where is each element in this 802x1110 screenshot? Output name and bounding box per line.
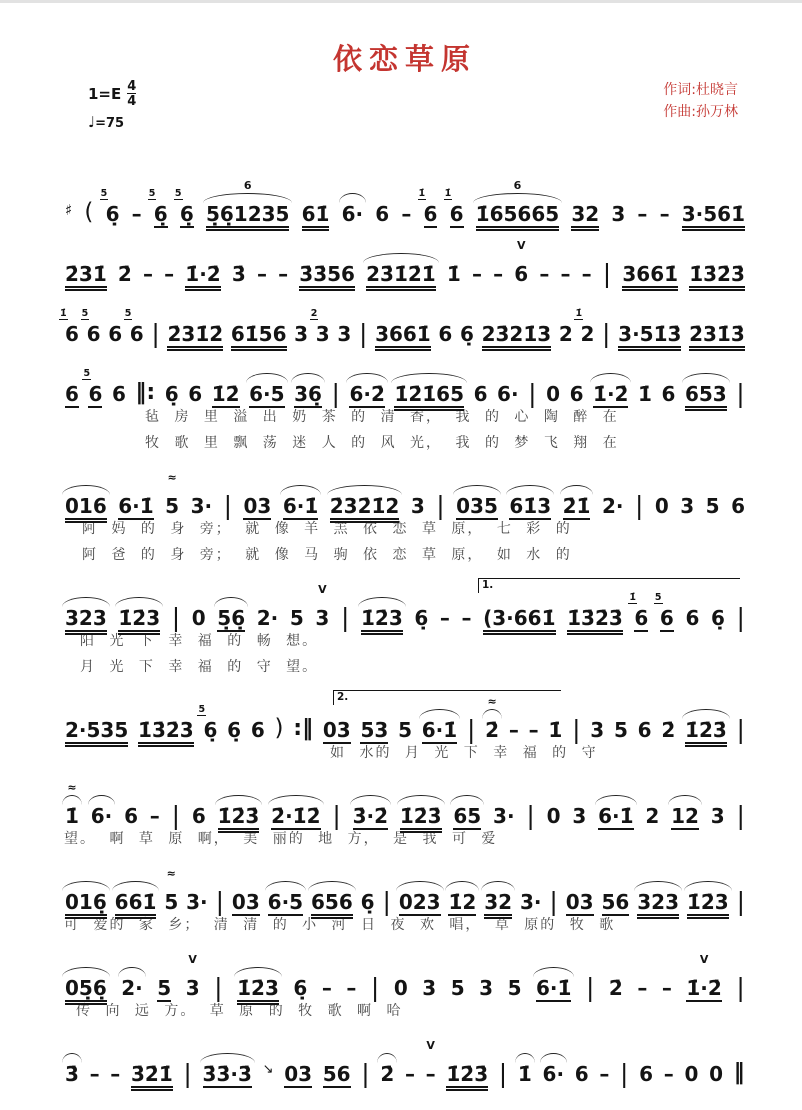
- note-cell: 6: [473, 382, 488, 406]
- note-cell: 6 V: [514, 239, 529, 286]
- note-cell: –: [164, 262, 175, 286]
- note-cell: 1̇2̇: [211, 382, 240, 406]
- note-cell: 3 V: [185, 953, 200, 1000]
- barline: |: [214, 973, 223, 1002]
- note-cell: 6 5: [83, 368, 103, 406]
- note-cell: 32: [484, 890, 513, 914]
- grace-note: 5: [654, 592, 662, 603]
- note-cell: 653: [684, 382, 727, 406]
- trill-mark: ≈: [67, 781, 77, 794]
- tempo-marking: ♩=75: [88, 113, 125, 131]
- note-cell: 6̣: [710, 606, 725, 630]
- note-cell: 3·: [519, 890, 542, 914]
- note-cell: 6: [108, 322, 123, 346]
- note-cell: 6̣ 5: [100, 188, 120, 226]
- lyricist-credit: 作词:杜晓言: [663, 82, 738, 98]
- note-cell: 0: [546, 382, 561, 406]
- lyric-line: 如 水的 月 光 下 幸 福 的 守: [330, 745, 598, 761]
- note-cell: 6·1̇: [118, 494, 154, 518]
- music-line: [64, 1038, 746, 1088]
- note-cell: 3·561̇: [681, 202, 745, 226]
- note-cell: –: [461, 606, 472, 630]
- quarter-note-icon: ♩: [88, 113, 96, 131]
- barline: |: [215, 887, 224, 916]
- note-cell: 6̣: [414, 606, 429, 630]
- note-cell: –: [110, 1062, 121, 1086]
- note-cell: 32: [571, 202, 600, 226]
- note-cell: 2̇: [117, 262, 132, 286]
- note-cell: ‖:: [135, 380, 156, 405]
- note-cell: –: [659, 202, 670, 226]
- page-title: 依恋草原: [332, 44, 477, 76]
- note-cell: –: [560, 262, 571, 286]
- volta-bracket: 2.: [333, 690, 561, 705]
- note-cell: 1̇3̇2̇3̇: [689, 262, 745, 286]
- note-cell: 3: [590, 718, 605, 742]
- note-cell: 3̇3̇56: [299, 262, 355, 286]
- note-cell: 03: [565, 890, 594, 914]
- note-cell: 3̇: [231, 262, 246, 286]
- barline: |: [526, 801, 535, 830]
- score: [60, 178, 746, 1088]
- note-cell: 6: [661, 382, 676, 406]
- note-cell: 2̇·1̇2̇: [271, 804, 321, 828]
- note-cell: 3̇3̇·3̇: [202, 1062, 252, 1086]
- note-cell: 6̣: [164, 382, 179, 406]
- barline: |: [572, 715, 581, 744]
- note-cell: 0: [393, 976, 408, 1000]
- note-cell: 3̇: [65, 1062, 79, 1086]
- note-cell: 016: [65, 494, 107, 518]
- barline: |: [736, 379, 745, 408]
- note-cell: 6: [111, 382, 126, 406]
- lyric-line: 月 光 下 幸 福 的 守 望。: [80, 659, 319, 675]
- note-cell: –: [661, 976, 672, 1000]
- note-cell: 6 1̇: [629, 592, 649, 630]
- note-cell: 6: [574, 1062, 589, 1086]
- note-cell: –: [439, 606, 450, 630]
- note-cell: 1̇2: [448, 890, 477, 914]
- note-cell: 1̇·2̇ V: [686, 953, 722, 1000]
- barline: |: [736, 801, 745, 830]
- note-cell: 1̇2̇3: [237, 976, 279, 1000]
- note-cell: 3·: [190, 494, 213, 518]
- note-cell: 1̇: [517, 1062, 532, 1086]
- lyric-line: 阿 妈 的 身 旁； 就 像 羊 羔 依 恋 草 原， 七 彩 的: [82, 521, 572, 537]
- music-line: [64, 952, 746, 1002]
- note-cell: 5: [705, 494, 720, 518]
- barline: |: [183, 1059, 192, 1088]
- note-cell: 6: [639, 1062, 654, 1086]
- note-cell: 3: [410, 494, 425, 518]
- score-header: [64, 80, 746, 164]
- note-cell: ♯: [65, 201, 73, 219]
- barline: |: [358, 319, 368, 348]
- note-cell: 6: [685, 606, 700, 630]
- note-cell: –: [142, 262, 153, 286]
- note-cell: 2̇31̇3̇: [689, 322, 745, 346]
- note-cell: 5̣6̣1235 6: [205, 179, 290, 226]
- note-cell: 661̇: [114, 890, 157, 914]
- barline: |: [585, 973, 595, 1002]
- note-cell: 23̇1̇2̇1̇: [366, 262, 436, 286]
- note-cell: 0: [546, 804, 561, 828]
- note-cell: 3 V: [315, 583, 330, 630]
- grace-note: 1̇: [444, 188, 452, 199]
- note-cell: 6 5: [81, 308, 101, 346]
- note-cell: 6·: [90, 804, 113, 828]
- music-line: [64, 780, 746, 830]
- note-cell: 1̇2̇3̇: [446, 1062, 489, 1086]
- note-cell: –: [599, 1062, 610, 1086]
- note-cell: 12: [671, 804, 699, 828]
- note-cell: –: [508, 718, 519, 742]
- note-cell: 6 5: [124, 308, 144, 346]
- barline: |: [382, 887, 391, 916]
- note-cell: 6: [188, 382, 203, 406]
- note-cell: 1̇·2̇: [185, 262, 221, 286]
- barline: |: [466, 715, 476, 744]
- note-cell: 5: [613, 718, 628, 742]
- barline: |: [331, 379, 340, 408]
- grace-note: 1̇: [60, 308, 67, 319]
- note-cell: 3̇·2̇: [352, 804, 389, 828]
- note-cell: 03: [322, 718, 351, 742]
- grace-note: 5: [174, 188, 182, 199]
- barline: |: [736, 887, 745, 916]
- tuplet-number: 6: [243, 179, 252, 192]
- note-cell: 2̇: [380, 1062, 395, 1086]
- note-cell: 2̇31̇2̇: [167, 322, 224, 346]
- lyric-line: 望。 啊 草 原 啊， 美 丽的 地 方， 是 我 可 爱: [64, 831, 498, 847]
- note-cell: 5 ≈: [165, 471, 180, 518]
- note-cell: 2·: [121, 976, 143, 1000]
- note-cell: –: [131, 202, 142, 226]
- note-cell: 3: [710, 804, 725, 828]
- barline: |: [736, 715, 745, 744]
- note-cell: 1̇65665 6: [475, 179, 560, 226]
- note-cell: 1̇2̇3: [360, 606, 403, 630]
- note-cell: 2̇: [608, 976, 623, 1000]
- note-cell: 1̇3̇2̇3̇: [567, 606, 623, 630]
- barline: |: [736, 973, 745, 1002]
- note-cell: 6̣ 5: [198, 704, 218, 742]
- note-cell: :‖: [293, 716, 314, 741]
- breath-mark: V: [426, 1039, 435, 1052]
- trill-mark: ≈: [167, 471, 177, 484]
- note-cell: 6̣: [293, 976, 308, 1000]
- note-cell: 323: [637, 890, 679, 914]
- note-cell: 1̇3̇2̇3: [138, 718, 194, 742]
- key-tempo-block: [64, 80, 136, 131]
- note-cell: 6: [731, 494, 745, 518]
- note-cell: 1̇: [548, 718, 563, 742]
- note-cell: 61̇3: [509, 494, 552, 518]
- grace-note: 5: [83, 368, 91, 379]
- note-cell: 0: [709, 1062, 723, 1086]
- note-cell: –: [663, 1062, 674, 1086]
- music-line: [64, 358, 746, 408]
- note-cell: 6·1̇: [421, 718, 458, 742]
- note-cell: 2̇31̇: [65, 262, 107, 286]
- note-cell: 3: [479, 976, 494, 1000]
- music-line: [60, 298, 746, 348]
- note-cell: 2̇ ≈: [485, 695, 500, 742]
- note-cell: 1̇2̇3: [686, 890, 729, 914]
- grace-note: 5: [124, 308, 132, 319]
- music-line: [64, 866, 746, 916]
- note-cell: –: [256, 262, 267, 286]
- barline: |: [361, 1059, 370, 1088]
- note-cell: 3·: [493, 804, 515, 828]
- note-cell: 2: [558, 322, 573, 346]
- note-cell: 2 1̇: [575, 308, 595, 346]
- note-cell: 6̣: [360, 890, 375, 914]
- note-cell: 3: [680, 494, 695, 518]
- note-cell: 6 5: [654, 592, 674, 630]
- note-cell: 5 ≈: [164, 867, 179, 914]
- music-line: [64, 178, 746, 224]
- barline: |: [223, 491, 232, 520]
- note-cell: –: [149, 804, 160, 828]
- note-cell: 03: [243, 494, 272, 518]
- note-cell: 6: [65, 382, 79, 406]
- note-cell: 016̣: [65, 890, 107, 914]
- note-cell: 2̇32̇1̇2: [329, 494, 400, 518]
- breath-mark: V: [699, 953, 709, 966]
- lyric-line: 牧 歌 里 飘 荡 迷 人 的 风 光， 我 的 梦 飞 翔 在: [145, 435, 619, 451]
- tuplet-number: 6: [513, 179, 522, 192]
- lyric-line: 传 向 远 方。 草 原 的 牧 歌 啊 哈: [76, 1003, 403, 1019]
- note-cell: (3·661̇: [483, 606, 556, 630]
- note-cell: 6·: [542, 1062, 565, 1086]
- note-cell: 3: [611, 202, 626, 226]
- barline: |: [436, 491, 445, 520]
- note-cell: 6·1̇: [282, 494, 319, 518]
- lyric-line: 毡 房 里 溢 出 奶 茶 的 清 香， 我 的 心 陶 醉 在: [145, 409, 619, 425]
- note-cell: 5: [450, 976, 465, 1000]
- note-cell: 1̇2̇1̇65: [394, 382, 465, 406]
- lyric-line: 可 爱的 家 乡； 清 清 的 小 河 日 夜 欢 唱， 草 原的 牧 歌: [64, 917, 616, 933]
- note-cell: 6·: [341, 202, 364, 226]
- note-cell: 5̣6̣: [217, 606, 246, 630]
- note-cell: 3661̇: [375, 322, 431, 346]
- barline: |: [736, 603, 745, 632]
- lyric-line: 阳 光 下 幸 福 的 畅 想。: [80, 633, 319, 649]
- note-cell: –: [528, 718, 539, 742]
- note-cell: 1̇2̇3̇: [217, 804, 260, 828]
- note-cell: 2·: [256, 606, 279, 630]
- lyric-line: 阿 爸 的 身 旁； 就 像 马 驹 依 恋 草 原， 如 水 的: [82, 547, 572, 563]
- note-cell: 23̇21̇3: [481, 322, 552, 346]
- note-cell: 3·51̇3̇: [618, 322, 682, 346]
- note-cell: –: [401, 202, 412, 226]
- note-cell: 6: [191, 804, 206, 828]
- note-cell: 2̇1̇: [562, 494, 591, 518]
- note-cell: 03: [231, 890, 260, 914]
- note-cell: 6̣ 5: [148, 188, 168, 226]
- note-cell: (: [84, 199, 94, 225]
- barline: |: [498, 1059, 508, 1088]
- note-cell: 656: [311, 890, 353, 914]
- note-cell: 6·1̇: [598, 804, 634, 828]
- note-cell: 53: [360, 718, 389, 742]
- grace-note: 1̇: [418, 188, 426, 199]
- note-cell: 2̇: [661, 718, 676, 742]
- note-cell: 6 1̇: [418, 188, 438, 226]
- note-cell: 6: [250, 718, 265, 742]
- note-cell: 5: [289, 606, 304, 630]
- breath-mark: V: [516, 239, 526, 252]
- note-cell: 6 1̇: [444, 188, 464, 226]
- grace-note: 5: [81, 308, 89, 319]
- note-cell: –: [404, 1062, 415, 1086]
- barline: |: [340, 603, 350, 632]
- note-cell: 1̇·2̇: [593, 382, 629, 406]
- note-cell: ↘: [262, 1062, 274, 1077]
- note-cell: 1̇: [446, 262, 461, 286]
- note-cell: 6·: [497, 382, 519, 406]
- note-cell: ): [274, 715, 284, 741]
- volta-bracket: 1.: [478, 578, 740, 593]
- barline: |: [171, 801, 181, 830]
- note-cell: 5: [507, 976, 522, 1000]
- note-cell: 3 2: [310, 308, 330, 346]
- music-line: [64, 691, 746, 744]
- note-cell: 61̇: [301, 202, 330, 226]
- note-cell: 56: [601, 890, 630, 914]
- trill-mark: ≈: [166, 867, 176, 880]
- barline: |: [634, 491, 644, 520]
- note-cell: 56: [322, 1062, 351, 1086]
- note-cell: 6̣ 5: [174, 188, 194, 226]
- music-line: [64, 238, 746, 288]
- barline: |: [602, 259, 612, 288]
- note-cell: 323: [65, 606, 107, 630]
- note-cell: 6·2̇: [349, 382, 385, 406]
- note-cell: 1̇ ≈: [65, 781, 79, 828]
- note-cell: –: [637, 202, 648, 226]
- note-cell: 3·: [186, 890, 208, 914]
- note-cell: 1̇2̇3: [118, 606, 161, 630]
- note-cell: 0: [191, 606, 206, 630]
- barline: |: [549, 887, 558, 916]
- note-cell: –: [278, 262, 289, 286]
- note-cell: 3: [572, 804, 587, 828]
- barline: |: [171, 603, 181, 632]
- note-cell: 05̣6̣: [65, 976, 107, 1000]
- breath-mark: V: [318, 583, 327, 596]
- note-cell: –: [471, 262, 482, 286]
- barline: |: [370, 973, 380, 1002]
- note-cell: –: [581, 262, 592, 286]
- music-line: [64, 470, 746, 520]
- grace-note: 2: [310, 308, 318, 319]
- barline: |: [602, 319, 611, 348]
- grace-note: 1̇: [575, 308, 583, 319]
- note-cell: 3661̇: [622, 262, 679, 286]
- note-cell: 1̇: [638, 382, 652, 406]
- note-cell: –: [637, 976, 648, 1000]
- barline: |: [620, 1059, 629, 1088]
- note-cell: 65: [453, 804, 482, 828]
- note-cell: 6·5: [249, 382, 285, 406]
- note-cell: 2·535: [65, 718, 129, 742]
- note-cell: 0: [684, 1062, 699, 1086]
- note-cell: 6: [637, 718, 652, 742]
- time-signature: $\frac{4}{4}$: [127, 79, 137, 109]
- note-cell: 6̣: [460, 322, 474, 346]
- note-cell: 3: [337, 322, 352, 346]
- barline: |: [332, 801, 341, 830]
- note-cell: 6·1̇: [536, 976, 572, 1000]
- note-cell: –: [346, 976, 357, 1000]
- note-cell: 6: [569, 382, 584, 406]
- barline: |: [151, 319, 160, 348]
- grace-note: 5: [100, 188, 108, 199]
- note-cell: 6: [124, 804, 138, 828]
- grace-note: 1̇: [629, 592, 637, 603]
- note-cell: 2·: [601, 494, 624, 518]
- note-cell: 5: [398, 718, 412, 742]
- note-cell: 6: [438, 322, 453, 346]
- note-cell: 61̇56: [230, 322, 287, 346]
- note-cell: 1̇2̇3̇: [399, 804, 442, 828]
- composer-credit: 作曲:孙万林: [663, 103, 738, 120]
- note-cell: 3: [422, 976, 437, 1000]
- note-cell: – V: [425, 1039, 436, 1086]
- note-cell: –: [493, 262, 504, 286]
- music-line: [64, 579, 746, 632]
- credits: [663, 80, 746, 123]
- note-cell: 3̇2̇1̇: [130, 1062, 173, 1086]
- note-cell: –: [89, 1062, 100, 1086]
- note-cell: 3: [294, 322, 309, 346]
- note-cell: 2: [645, 804, 660, 828]
- key-signature: 1=E: [88, 84, 122, 103]
- grace-note: 5: [148, 188, 156, 199]
- note-cell: 6 1̇: [60, 308, 79, 346]
- barline: |: [528, 379, 537, 408]
- note-cell: ‖: [733, 1060, 745, 1085]
- note-cell: 035: [456, 494, 498, 518]
- note-cell: 6̣: [227, 718, 242, 742]
- trill-mark: ≈: [487, 695, 497, 708]
- note-cell: –: [539, 262, 550, 286]
- note-cell: 03: [284, 1062, 313, 1086]
- note-cell: 36̣: [294, 382, 322, 406]
- note-cell: 6·5: [267, 890, 304, 914]
- note-cell: 023: [398, 890, 441, 914]
- breath-mark: V: [188, 953, 197, 966]
- note-cell: 6: [375, 202, 390, 226]
- note-cell: 1̇2̇3̇: [685, 718, 727, 742]
- note-cell: –: [321, 976, 332, 1000]
- note-cell: 5: [157, 976, 172, 1000]
- note-cell: 0: [654, 494, 669, 518]
- grace-note: 5: [198, 704, 206, 715]
